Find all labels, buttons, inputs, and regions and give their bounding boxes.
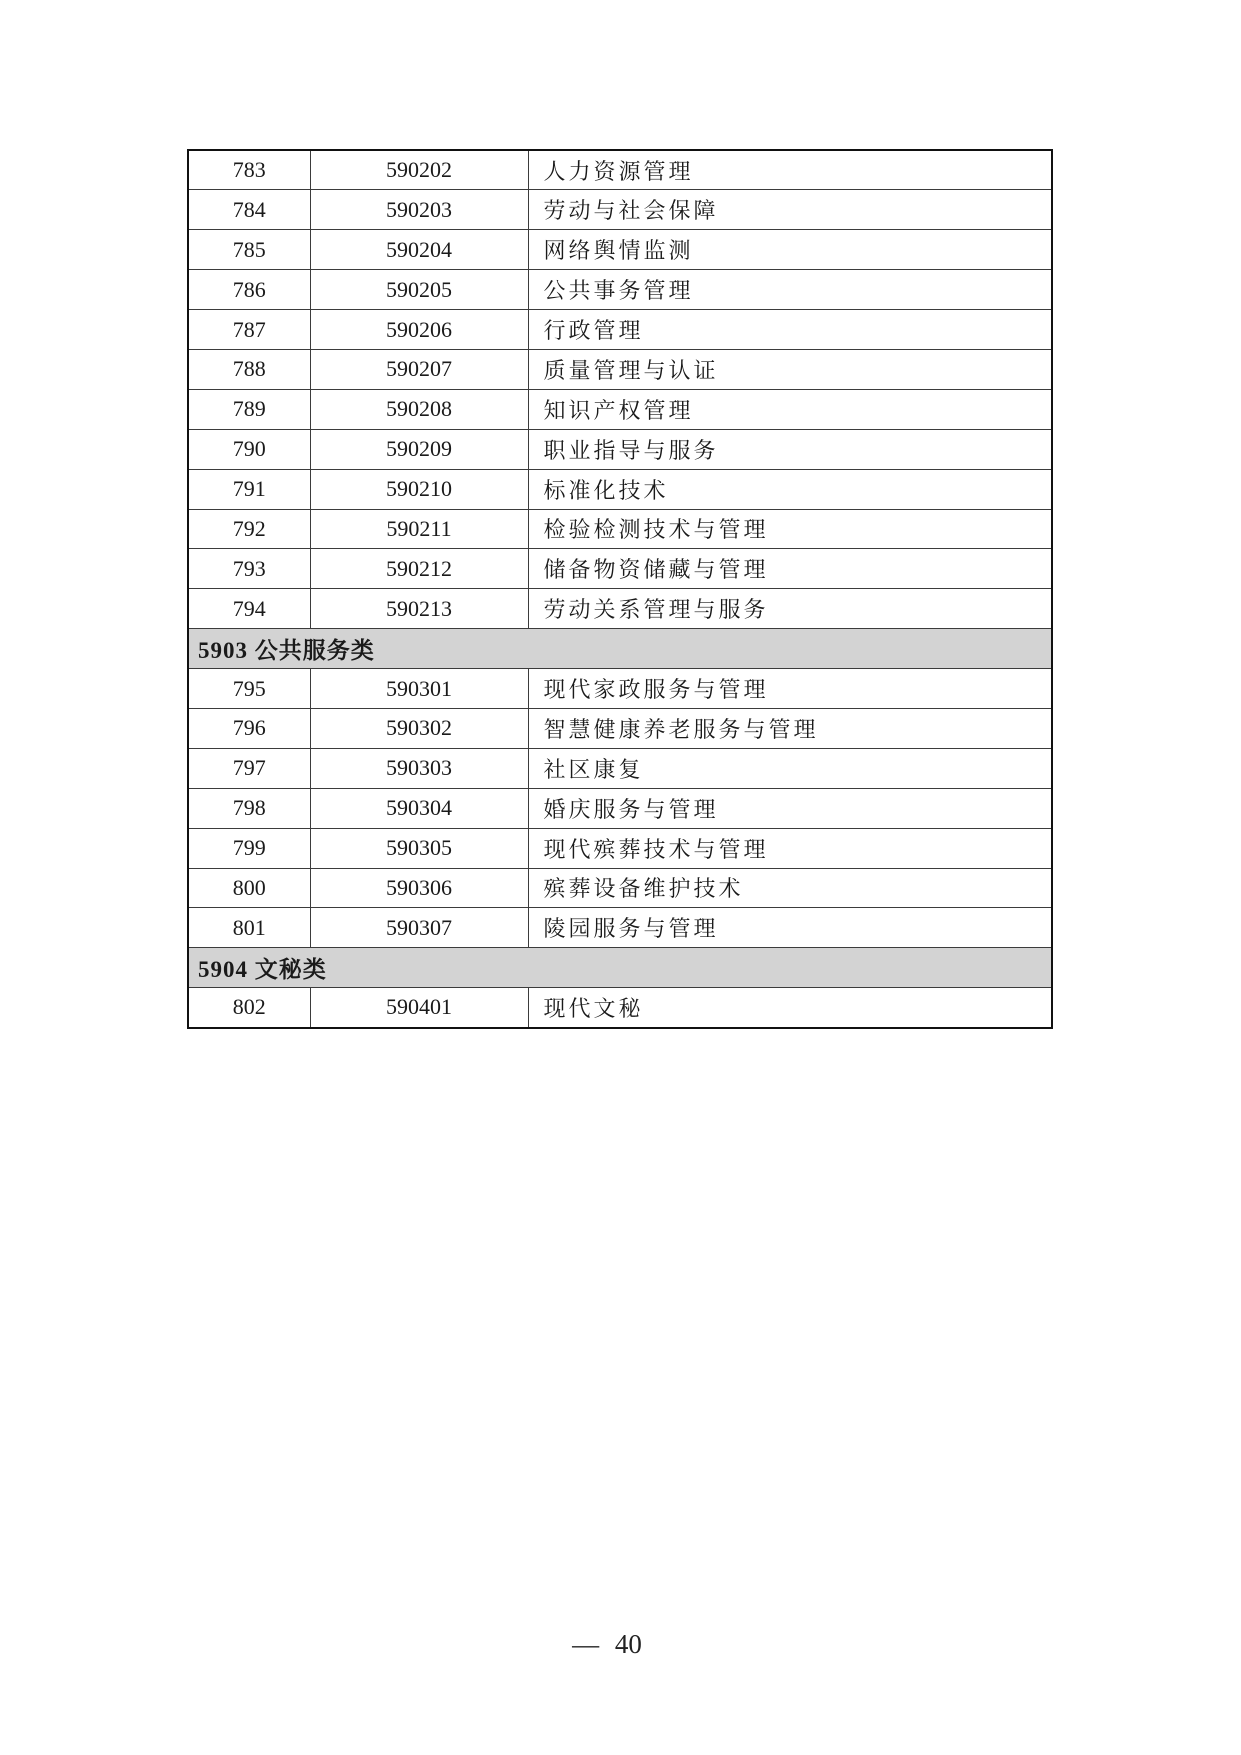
table-row xyxy=(188,549,1052,589)
row-number-cell: 796 xyxy=(188,708,310,748)
section-header-label: 5903 公共服务类 xyxy=(188,629,1052,669)
row-number-cell: 795 xyxy=(188,669,310,709)
table-row xyxy=(188,828,1052,868)
table-row xyxy=(188,908,1052,948)
major-code-cell: 590212 xyxy=(310,549,528,589)
major-code-cell: 590206 xyxy=(310,310,528,350)
major-code-cell: 590305 xyxy=(310,828,528,868)
major-code-cell: 590301 xyxy=(310,669,528,709)
major-code-cell: 590209 xyxy=(310,429,528,469)
major-name-cell: 网络舆情监测 xyxy=(528,230,1052,270)
table-row xyxy=(188,389,1052,429)
row-number-cell: 798 xyxy=(188,788,310,828)
major-code-cell: 590207 xyxy=(310,349,528,389)
row-number-cell: 790 xyxy=(188,429,310,469)
major-name-cell: 现代殡葬技术与管理 xyxy=(528,828,1052,868)
major-code-cell: 590204 xyxy=(310,230,528,270)
row-number-cell: 793 xyxy=(188,549,310,589)
row-number-cell: 792 xyxy=(188,509,310,549)
row-number-cell: 785 xyxy=(188,230,310,270)
major-code-cell: 590210 xyxy=(310,469,528,509)
major-name-cell: 检验检测技术与管理 xyxy=(528,509,1052,549)
major-name-cell: 劳动与社会保障 xyxy=(528,190,1052,230)
table-row xyxy=(188,589,1052,629)
row-number-cell: 783 xyxy=(188,150,310,190)
major-code-cell: 590401 xyxy=(310,988,528,1028)
table-row xyxy=(188,669,1052,709)
major-code-cell: 590203 xyxy=(310,190,528,230)
row-number-cell: 786 xyxy=(188,270,310,310)
table-row xyxy=(188,270,1052,310)
major-name-cell: 陵园服务与管理 xyxy=(528,908,1052,948)
major-name-cell: 智慧健康养老服务与管理 xyxy=(528,708,1052,748)
major-name-cell: 现代文秘 xyxy=(528,988,1052,1028)
major-name-cell: 劳动关系管理与服务 xyxy=(528,589,1052,629)
row-number-cell: 794 xyxy=(188,589,310,629)
section-header-label: 5904 文秘类 xyxy=(188,948,1052,988)
major-name-cell: 行政管理 xyxy=(528,310,1052,350)
table-row xyxy=(188,349,1052,389)
table-row xyxy=(188,150,1052,190)
major-code-cell: 590307 xyxy=(310,908,528,948)
table-row xyxy=(188,788,1052,828)
table-row xyxy=(188,868,1052,908)
section-header-row xyxy=(188,948,1052,988)
row-number-cell: 801 xyxy=(188,908,310,948)
major-name-cell: 储备物资储藏与管理 xyxy=(528,549,1052,589)
table-row xyxy=(188,988,1052,1028)
major-code-cell: 590303 xyxy=(310,748,528,788)
major-name-cell: 知识产权管理 xyxy=(528,389,1052,429)
major-name-cell: 现代家政服务与管理 xyxy=(528,669,1052,709)
table-row xyxy=(188,509,1052,549)
major-code-cell: 590213 xyxy=(310,589,528,629)
table-row xyxy=(188,708,1052,748)
major-name-cell: 职业指导与服务 xyxy=(528,429,1052,469)
row-number-cell: 788 xyxy=(188,349,310,389)
row-number-cell: 799 xyxy=(188,828,310,868)
row-number-cell: 797 xyxy=(188,748,310,788)
row-number-cell: 789 xyxy=(188,389,310,429)
major-name-cell: 公共事务管理 xyxy=(528,270,1052,310)
major-name-cell: 殡葬设备维护技术 xyxy=(528,868,1052,908)
row-number-cell: 787 xyxy=(188,310,310,350)
major-name-cell: 标准化技术 xyxy=(528,469,1052,509)
row-number-cell: 791 xyxy=(188,469,310,509)
table-row xyxy=(188,190,1052,230)
major-code-cell: 590306 xyxy=(310,868,528,908)
row-number-cell: 784 xyxy=(188,190,310,230)
major-code-cell: 590208 xyxy=(310,389,528,429)
major-code-cell: 590205 xyxy=(310,270,528,310)
row-number-cell: 802 xyxy=(188,988,310,1028)
major-name-cell: 婚庆服务与管理 xyxy=(528,788,1052,828)
major-codes-table xyxy=(187,149,1053,1029)
major-name-cell: 人力资源管理 xyxy=(528,150,1052,190)
major-name-cell: 质量管理与认证 xyxy=(528,349,1052,389)
table-row xyxy=(188,469,1052,509)
table-row xyxy=(188,748,1052,788)
major-code-cell: 590304 xyxy=(310,788,528,828)
row-number-cell: 800 xyxy=(188,868,310,908)
major-code-cell: 590302 xyxy=(310,708,528,748)
page-number: — 40 xyxy=(572,1629,642,1659)
section-header-row xyxy=(188,629,1052,669)
major-code-cell: 590211 xyxy=(310,509,528,549)
table-row xyxy=(188,230,1052,270)
table-row xyxy=(188,310,1052,350)
table-row xyxy=(188,429,1052,469)
major-code-cell: 590202 xyxy=(310,150,528,190)
major-name-cell: 社区康复 xyxy=(528,748,1052,788)
